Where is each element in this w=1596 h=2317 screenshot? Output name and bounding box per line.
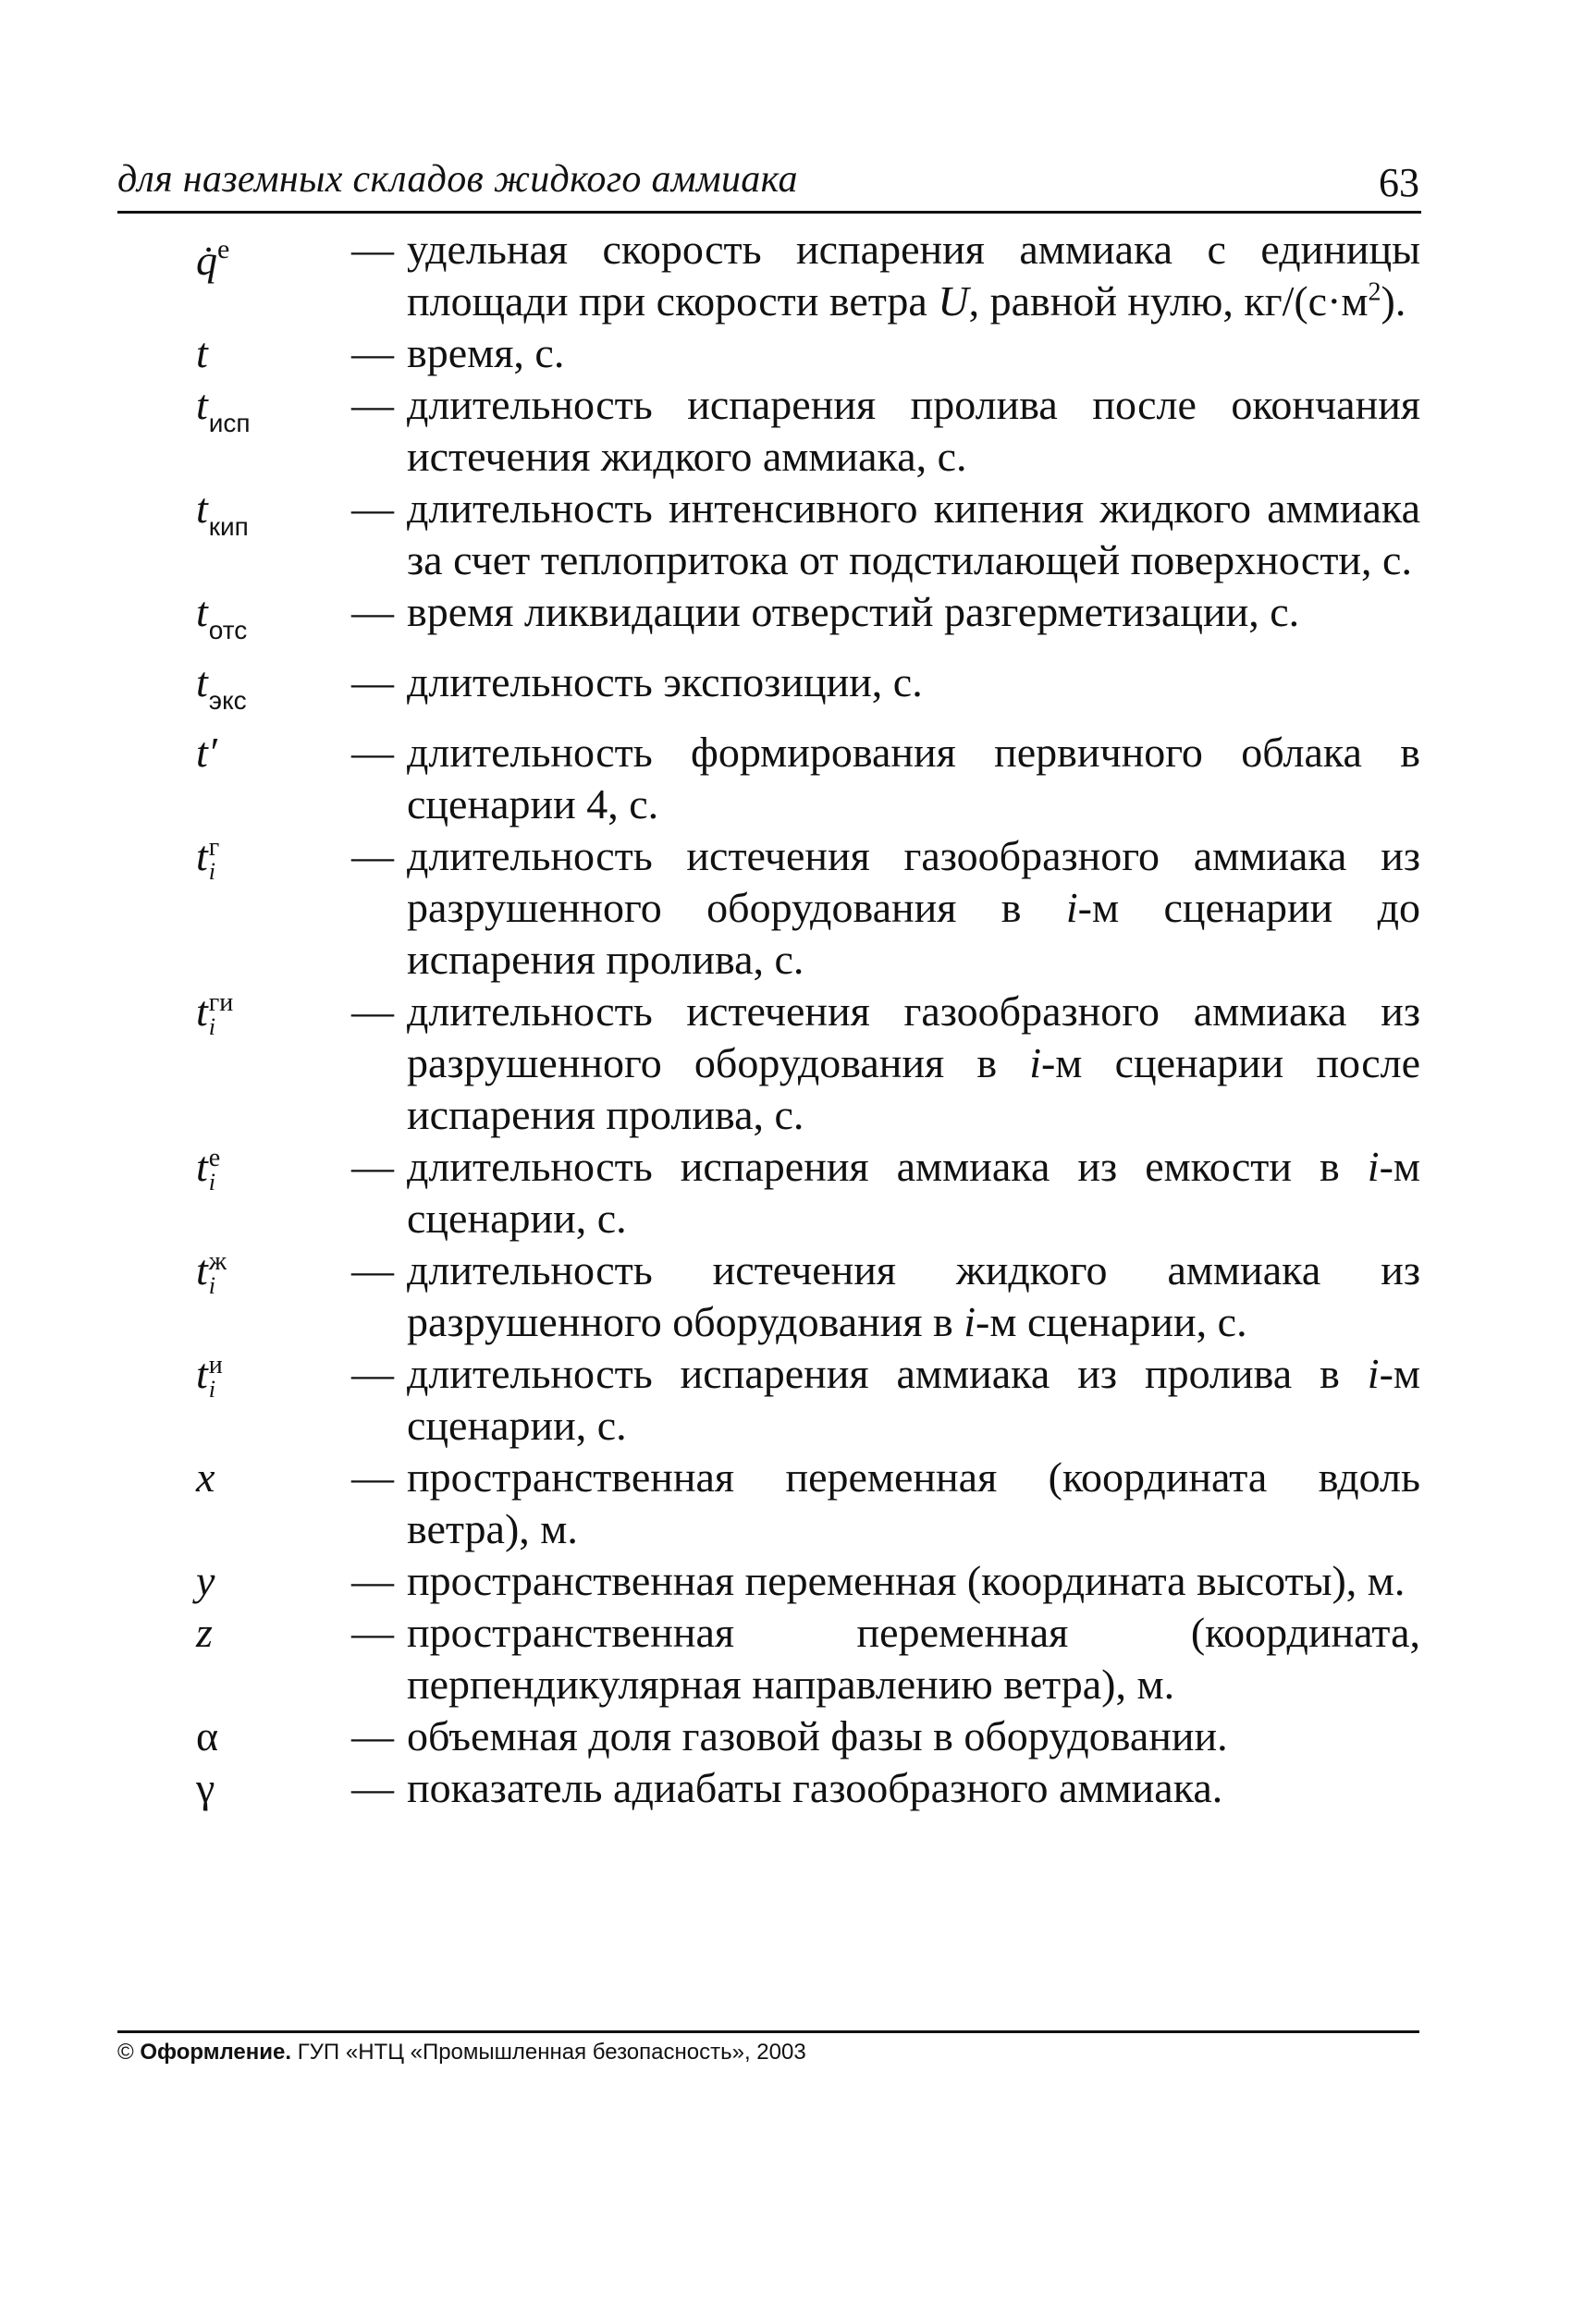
footer-copyright xyxy=(117,2040,806,2066)
definition-symbol: α xyxy=(196,1712,219,1759)
definition-text: длительность истечения газообразного аммиака из разрушенного оборудования в i-м сценарии до испарения пролива, с. xyxy=(407,832,1420,983)
definition-item xyxy=(139,586,1443,656)
definition-dash: — xyxy=(351,1143,394,1190)
definition-text: длительность формирования первичного облака в сценарии 4, с. xyxy=(407,729,1420,828)
header-divider xyxy=(117,211,1421,214)
definition-symbol: $t_{экс}$ xyxy=(196,658,247,715)
definition-item xyxy=(139,1607,1443,1710)
definition-symbol: t xyxy=(196,329,208,376)
definition-dash: — xyxy=(351,226,394,273)
definition-item xyxy=(139,1452,1443,1555)
definition-text: показатель адиабаты газообразного аммиака. xyxy=(407,1764,1223,1811)
definition-text: время, с. xyxy=(407,329,565,376)
definition-symbol: t ги i xyxy=(196,987,234,1040)
definition-dash: — xyxy=(351,381,394,428)
definition-dash: — xyxy=(351,1609,394,1656)
definition-dash: — xyxy=(351,1712,394,1759)
definition-symbol: $t_{кип}$ xyxy=(196,484,249,541)
footer-text: ГУП «НТЦ «Промышленная безопасность», 2003 xyxy=(297,2040,806,2065)
definition-symbol: z xyxy=(196,1609,213,1656)
definition-item xyxy=(139,483,1443,586)
definition-text: длительность интенсивного кипения жидкого аммиака за счет теплопритока от подстилающей поверхности, с. xyxy=(407,484,1420,583)
definition-symbol: y xyxy=(196,1557,215,1604)
definition-symbol: t и i xyxy=(196,1350,223,1403)
footer-divider xyxy=(117,2030,1419,2033)
definition-item xyxy=(139,830,1443,986)
definition-item xyxy=(139,656,1443,727)
definition-dash: — xyxy=(351,1246,394,1293)
footer-label: Оформление. xyxy=(140,2040,292,2065)
definition-symbol: q̇$^е$ xyxy=(196,234,230,284)
definition-symbol: t г i xyxy=(196,832,220,885)
running-header xyxy=(117,157,1419,215)
definition-text: длительность испарения пролива после окончания истечения жидкого аммиака, с. xyxy=(407,381,1420,480)
definition-item xyxy=(139,1141,1443,1244)
definition-text: объемная доля газовой фазы в оборудовании. xyxy=(407,1712,1228,1759)
definition-text: время ликвидации отверстий разгерметизации, с. xyxy=(407,588,1300,635)
definition-item xyxy=(139,224,1443,327)
copyright-icon: © xyxy=(117,2040,134,2065)
definition-dash: — xyxy=(351,1350,394,1397)
definition-dash: — xyxy=(351,588,394,635)
definition-dash: — xyxy=(351,658,394,705)
definition-item xyxy=(139,727,1443,830)
definition-text: длительность испарения аммиака из пролива в i-м сценарии, с. xyxy=(407,1350,1420,1449)
definition-dash: — xyxy=(351,1764,394,1811)
definition-text: удельная скорость испарения аммиака с единицы площади при скорости ветра U, равной нулю, $кг/(с\cdot м^2)$. xyxy=(407,226,1420,325)
definition-symbol: x xyxy=(196,1453,215,1501)
definition-dash: — xyxy=(351,329,394,376)
definition-text: пространственная переменная (координата вдоль ветра), м. xyxy=(407,1453,1420,1552)
definition-item xyxy=(139,1348,1443,1452)
definition-dash: — xyxy=(351,987,394,1035)
definition-text: длительность испарения аммиака из емкости в i-м сценарии, с. xyxy=(407,1143,1420,1242)
definition-item xyxy=(139,1710,1443,1762)
definition-text: пространственная переменная (координата высоты), м. xyxy=(407,1557,1406,1604)
definition-symbol: $t_{отс}$ xyxy=(196,588,248,644)
definitions-list xyxy=(139,224,1443,1814)
definition-symbol: t е i xyxy=(196,1143,221,1195)
definition-item xyxy=(139,327,1443,379)
definition-text: длительность экспозиции, с. xyxy=(407,658,923,705)
definition-symbol: $t_{исп}$ xyxy=(196,381,251,437)
definition-item xyxy=(139,379,1443,483)
definition-dash: — xyxy=(351,1453,394,1501)
definition-symbol: t ж i xyxy=(196,1246,227,1299)
definition-text: длительность истечения жидкого аммиака из разрушенного оборудования в i-м сценарии, с. xyxy=(407,1246,1420,1345)
running-header-title: для наземных складов жидкого аммиака xyxy=(117,158,798,201)
definition-dash: — xyxy=(351,1557,394,1604)
definition-dash: — xyxy=(351,484,394,532)
definition-text: пространственная переменная (координата, перпендикулярная направлению ветра), м. xyxy=(407,1609,1420,1708)
definition-dash: — xyxy=(351,729,394,776)
definition-item xyxy=(139,986,1443,1141)
definition-symbol: t′ xyxy=(196,729,217,776)
definition-item xyxy=(139,1555,1443,1607)
definition-text: длительность истечения газообразного аммиака из разрушенного оборудования в i-м сценарии после испарения пролива, с. xyxy=(407,987,1420,1138)
definition-dash: — xyxy=(351,832,394,879)
page-number: 63 xyxy=(1379,160,1419,205)
definition-item xyxy=(139,1244,1443,1348)
definition-symbol: γ xyxy=(196,1764,215,1811)
definition-item xyxy=(139,1762,1443,1814)
